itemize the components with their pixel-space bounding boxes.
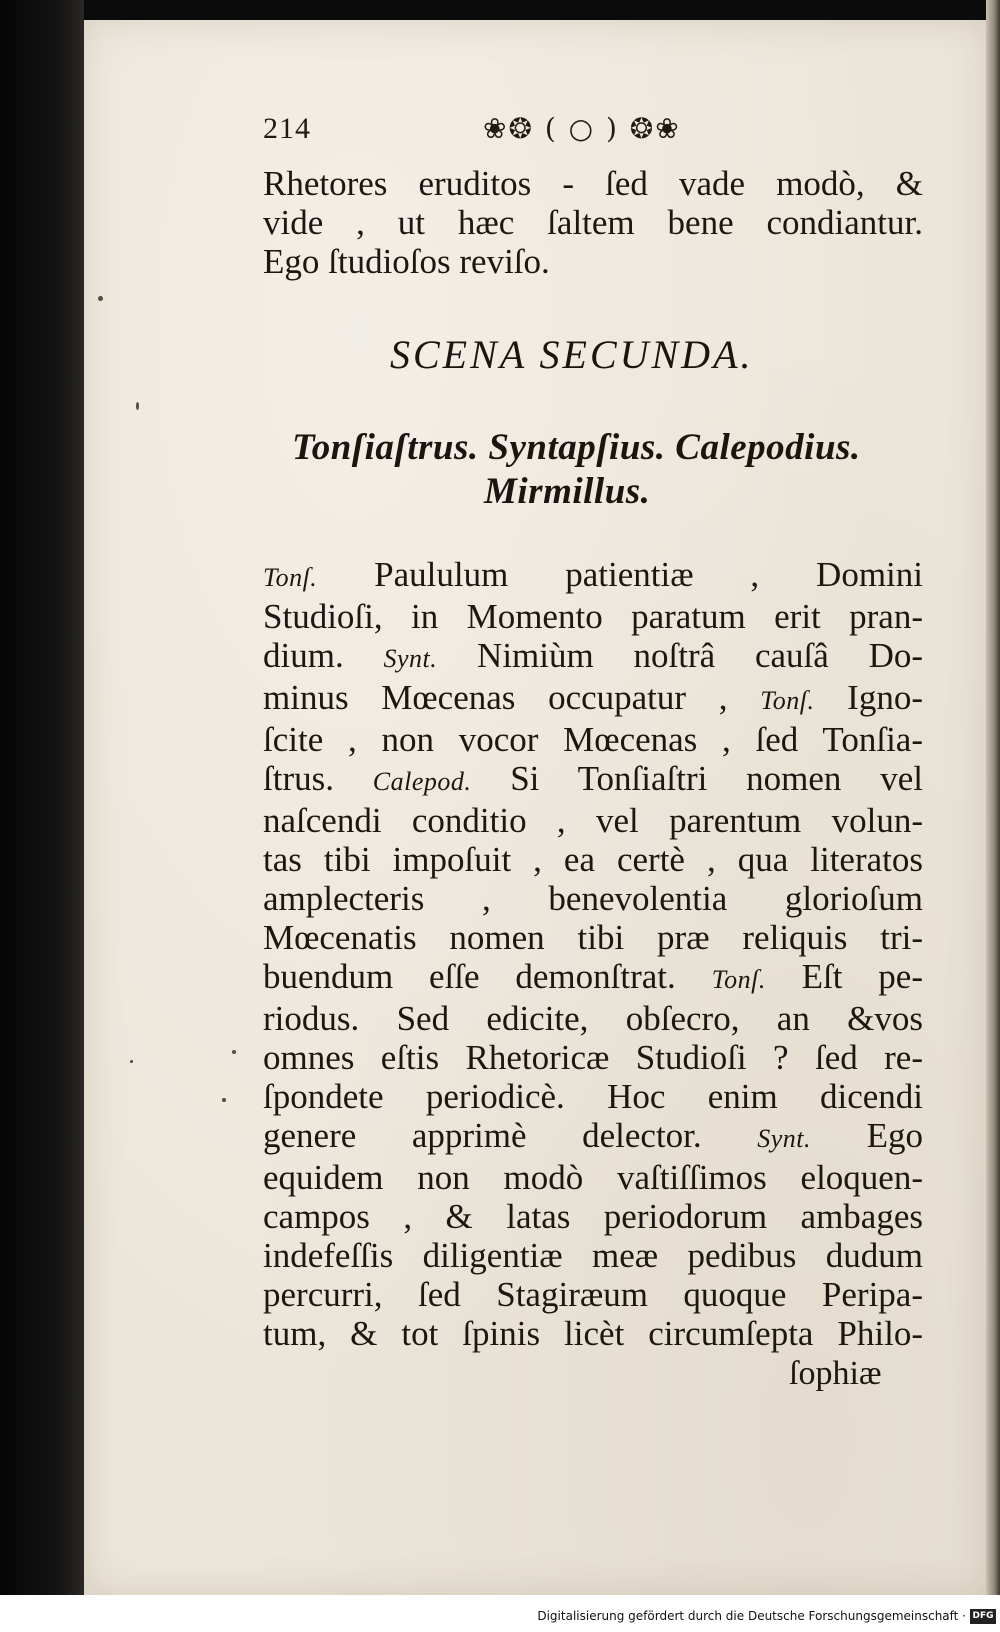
line-text: equidem non modò vaſtiſſimos eloquen- [263, 1158, 923, 1197]
line-text: percurri, ſed Stagiræum quoque Peripa- [263, 1275, 923, 1314]
line-text: Studioſi, in Momento paratum erit pran- [263, 597, 923, 636]
text-line [263, 678, 923, 720]
text-line [263, 840, 923, 879]
text-line [263, 597, 923, 636]
line-text: Mœcenatis nomen tibi præ reliquis tri- [263, 918, 923, 957]
text-line [263, 801, 923, 840]
page-speck [232, 1050, 236, 1054]
line-text: Eſt pe- [765, 957, 923, 996]
persons-line: Mirmillus. [484, 471, 651, 512]
speaker-abbreviation: Calepod. [372, 767, 472, 796]
text-line [263, 879, 923, 918]
line-text: Ego [811, 1116, 923, 1155]
text-line [263, 1314, 923, 1353]
text-line [263, 999, 923, 1038]
line-text: indefeſſis diligentiæ meæ pedibus dudum [263, 1236, 923, 1275]
persons-line: Tonſiaſtrus. Syntapſius. Calepodius. [292, 427, 861, 468]
top-paragraph [263, 164, 923, 281]
page-edge-shadow [986, 0, 1000, 1595]
page-speck [222, 1098, 226, 1102]
line-text: dium. [263, 636, 384, 675]
line-text: Si Tonſiaſtri nomen vel [471, 759, 923, 798]
line-text: tas tibi impoſuit , ea certè , qua literatos [263, 840, 923, 879]
line-text: campos , & latas periodorum ambages [263, 1197, 923, 1236]
text-line [263, 1197, 923, 1236]
text-line: vide , ut hæc ſaltem bene condiantur. [263, 203, 923, 242]
line-text: ſpondete periodicè. Hoc enim dicendi [263, 1077, 923, 1116]
running-header [263, 112, 743, 162]
funding-credit: Digitalisierung gefördert durch die Deutsche Forschungsgemeinschaft · [537, 1609, 966, 1623]
catchword: ſophiæ [789, 1355, 882, 1392]
text-line [263, 1275, 923, 1314]
line-text: amplecteris , benevolentia glorioſum [263, 879, 923, 918]
page-speck [136, 402, 139, 410]
line-text: ſtrus. [263, 759, 373, 798]
text-line [263, 759, 923, 801]
line-text: Igno- [814, 678, 923, 717]
text-line [263, 1038, 923, 1077]
speaker-abbreviation: Synt. [757, 1124, 812, 1153]
text-line [263, 1077, 923, 1116]
text-line [263, 1236, 923, 1275]
speaker-abbreviation: Tonſ. [711, 965, 766, 994]
page-speck [130, 1060, 133, 1063]
speaker-abbreviation: Tonſ. [263, 563, 318, 592]
text-line [263, 555, 923, 597]
text-line [263, 636, 923, 678]
text-line: Ego ſtudioſos reviſo. [263, 242, 550, 281]
line-text: Nimiùm noſtrâ cauſâ Do- [437, 636, 923, 675]
footer-bar [0, 1595, 1000, 1632]
line-text: omnes eſtis Rhetoricæ Studioſi ? ſed re- [263, 1038, 923, 1077]
speaker-abbreviation: Synt. [383, 644, 438, 673]
scene-title: SCENA SECUNDA. [390, 332, 754, 377]
text-line [263, 1116, 923, 1158]
line-text: genere apprimè delector. [263, 1116, 758, 1155]
dfg-logo: DFG [970, 1609, 996, 1624]
line-text: naſcendi conditio , vel parentum volun- [263, 801, 923, 840]
line-text: tum, & tot ſpinis licèt circumſepta Philo- [263, 1314, 923, 1353]
line-text: Paululum patientiæ , Domini [317, 555, 923, 594]
line-text: ſcite , non vocor Mœcenas , ſed Tonſia- [263, 720, 923, 759]
scan-background-left [0, 0, 84, 1595]
text-line [263, 918, 923, 957]
text-line [263, 957, 923, 999]
text-line [263, 720, 923, 759]
text-line: Rhetores eruditos - ſed vade modò, & [263, 164, 923, 203]
line-text: minus Mœcenas occupatur , [263, 678, 761, 717]
header-ornament: ❀❂ ( ○ ) ❂❀ [483, 112, 681, 145]
speaker-abbreviation: Tonſ. [760, 686, 815, 715]
dialogue-paragraph [263, 555, 923, 1353]
page-speck [98, 296, 103, 301]
line-text: riodus. Sed edicite, obſecro, an &vos [263, 999, 923, 1038]
text-line [263, 1158, 923, 1197]
page-number: 214 [263, 112, 311, 145]
line-text: buendum eſſe demonſtrat. [263, 957, 712, 996]
dramatis-personae [292, 426, 912, 514]
